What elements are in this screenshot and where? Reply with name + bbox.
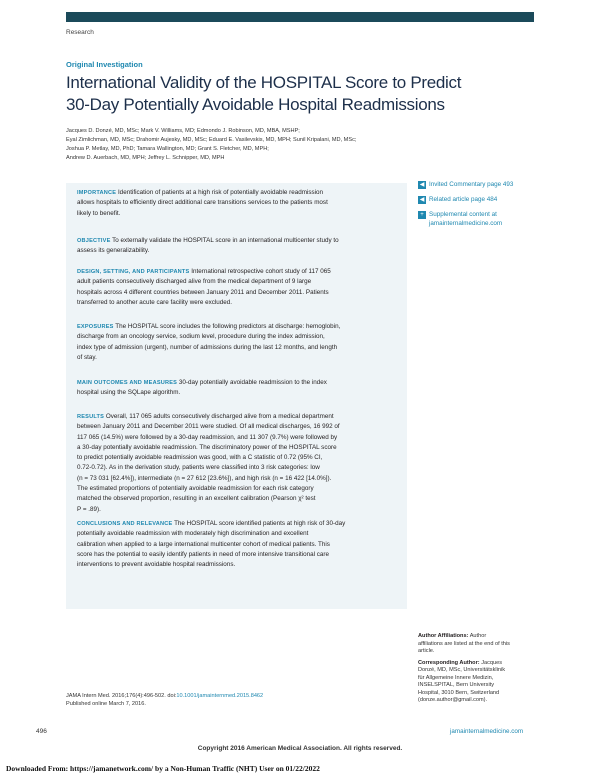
author-affiliations-label: Author Affiliations: [418, 633, 469, 639]
plus-icon: + [418, 211, 426, 219]
abstract-line: Overall, 117 065 adults consecutively discharged alive from a medical department [105, 413, 334, 420]
abstract-line: matched the observed proportion, resulting in an excellent calibration (Pearson χ² test [77, 495, 316, 503]
affil-line: Jacques [479, 659, 503, 666]
abstract-design [77, 267, 397, 308]
copyright: Copyright 2016 American Medical Association. All rights reserved. [197, 745, 403, 752]
arrow-left-icon: ◀ [419, 197, 425, 203]
abstract-line: 0.72-0.72). As in the derivation study, patients were classified into 3 risk categories: low [77, 464, 320, 472]
abstract-line: P = .89). [77, 505, 101, 513]
abstract-line: The estimated proportions of potentially avoidable readmission for each risk category [77, 485, 314, 493]
arrow-left-icon: ◀ [419, 182, 425, 188]
doi-link[interactable]: 10.1001/jamainternmed.2015.8462 [176, 693, 264, 699]
conclusions-label: CONCLUSIONS AND RELEVANCE [77, 521, 173, 527]
related-article-text: Related article page 484 [429, 196, 498, 203]
abstract-line: adult patients consecutively discharged alive from the medical department of 9 large [77, 278, 312, 286]
download-notice: Downloaded From: https://jamanetwork.com/ by a Non-Human Traffic (NHT) User on 01/22/2022 [6, 764, 320, 773]
abstract-line: a 30-day potentially avoidable readmission. The discriminatory power of the HOSPITAL score [77, 443, 337, 451]
results-label: RESULTS [77, 414, 105, 420]
article-title [66, 72, 506, 116]
abstract-importance [77, 188, 397, 219]
abstract-line: potentially avoidable readmission with moderately high discrimination and excellent [77, 530, 309, 538]
abstract-line: (n = 73 031 [62.4%]), intermediate (n = 27 612 [23.6%]), and high risk (n = 16 422 [14.0%]). [77, 474, 332, 482]
abstract-outcomes [77, 378, 397, 399]
abstract-box [66, 183, 407, 609]
abstract-line: to predict potentially avoidable readmission was good, with a C statistic of 0.72 (95% CI, [77, 454, 323, 462]
abstract-line: 117 065 (14.5%) were followed by a 30-day readmission, and 11 307 (9.7%) were followed by [77, 433, 338, 441]
section-label: Research [66, 29, 94, 36]
supplemental-line: Supplemental content at [429, 211, 497, 218]
affil-line: Hospital, 3010 Bern, Switzerland [418, 689, 500, 696]
abstract-line: calibration when applied to a large international multicenter cohort of medical patients. This [77, 540, 330, 548]
abstract-line: likely to benefit. [77, 209, 121, 217]
affil-line: für Allgemeine Innere Medizin, [418, 674, 494, 681]
citation [66, 692, 366, 708]
abstract-results [77, 412, 397, 515]
abstract-objective [77, 236, 397, 257]
abstract-line: allows hospitals to efficiently direct additional care transitions services to the patients most [77, 199, 328, 207]
abstract-line: discharge from an oncology service, sodium level, procedure during the index admission, [77, 333, 325, 341]
abstract-line: interventions to prevent avoidable hospital readmissions. [77, 561, 236, 569]
author-list [66, 127, 436, 163]
corresponding-author-label: Corresponding Author: [418, 659, 480, 666]
invited-commentary-link[interactable] [418, 181, 549, 190]
affiliations [418, 633, 536, 705]
supplemental-line: jamainternalmedicine.com [429, 219, 503, 227]
affil-line: Author [468, 633, 487, 639]
author-line: Andrew D. Auerbach, MD, MPH; Jeffrey L. Schnipper, MD, MPH [66, 155, 225, 161]
supplemental-content-link[interactable] [418, 211, 549, 228]
author-line: Eyal Zimlichman, MD, MSc; Drahomir Aujesky, MD, MSc; Eduard E. Vasilevskis, MD, MPH; Sunil Kripalani, MD, MSc; [66, 137, 357, 143]
supplemental-content-text [429, 211, 549, 228]
abstract-line: International retrospective cohort study of 117 065 [191, 268, 331, 275]
page-number: 496 [36, 728, 47, 735]
abstract-line: index type of admission (urgent), number of admissions during the last 12 months, and length [77, 343, 338, 351]
title-line-1: International Validity of the HOSPITAL Score to Predict [66, 73, 462, 92]
published-date: Published online March 7, 2016. [66, 701, 146, 707]
citation-text: JAMA Intern Med. 2016;176(4):496-502. doi: [66, 693, 177, 699]
author-line: Jacques D. Donzé, MD, MSc; Mark V. Williams, MD; Edmondo J. Robinson, MD, MBA, MSHP; [66, 128, 300, 134]
header-bar [66, 12, 534, 22]
affil-line: Donzé, MD, MSc, Universitätsklinik [418, 667, 506, 673]
author-line: Joshua P. Metlay, MD, PhD; Tamara Wallington, MD; Grant S. Fletcher, MD, MPH; [66, 146, 269, 152]
title-line-2: 30-Day Potentially Avoidable Hospital Readmissions [66, 95, 445, 114]
affil-line: article. [418, 648, 435, 654]
abstract-line: The HOSPITAL score identified patients at high risk of 30-day [174, 520, 346, 527]
importance-label: IMPORTANCE [77, 190, 117, 196]
abstract-line: score has the potential to easily identify patients in need of more intensive transitional care [77, 550, 330, 558]
invited-commentary-text: Invited Commentary page 493 [429, 181, 514, 188]
abstract-line: between January 2011 and December 2011 were studied. Of all medical discharges, 16 992 of [77, 423, 340, 431]
exposures-label: EXPOSURES [77, 324, 114, 330]
abstract-line: To externally validate the HOSPITAL score in an international multicenter study to [112, 237, 339, 244]
site-link[interactable]: jamainternalmedicine.com [450, 728, 524, 735]
abstract-line: hospitals across 4 different countries between January 2011 and December 2011. Patients [77, 288, 329, 296]
abstract-line: hospital using the SQLape algorithm. [77, 389, 181, 397]
affil-line: INSELSPITAL, Bern University [418, 682, 495, 688]
article-type: Original Investigation [66, 60, 143, 69]
abstract-line: The HOSPITAL score includes the following predictors at discharge: hemoglobin, [115, 323, 341, 330]
affil-line: (donze.author@gmail.com). [418, 697, 488, 703]
abstract-line: assess its generalizability. [77, 247, 150, 255]
objective-label: OBJECTIVE [77, 238, 111, 244]
abstract-line: of stay. [77, 353, 97, 361]
outcomes-label: MAIN OUTCOMES AND MEASURES [77, 380, 178, 386]
abstract-line: 30-day potentially avoidable readmission to the index [178, 379, 327, 386]
design-label: DESIGN, SETTING, AND PARTICIPANTS [77, 269, 190, 275]
affil-line: affiliations are listed at the end of this [418, 640, 510, 647]
abstract-exposures [77, 322, 397, 363]
abstract-line: transferred to another acute care facility were excluded. [77, 298, 233, 306]
abstract-line: Identification of patients at a high risk of potentially avoidable readmission [117, 189, 324, 196]
related-article-link[interactable] [418, 196, 549, 205]
abstract-conclusions [77, 519, 397, 570]
